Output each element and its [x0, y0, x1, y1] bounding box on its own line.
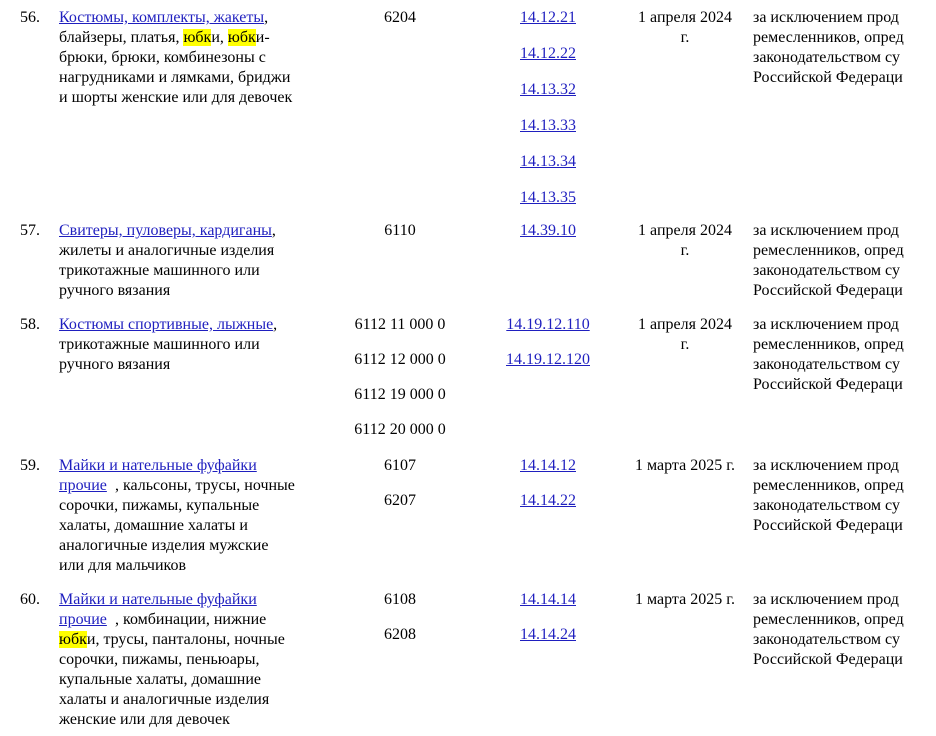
product-name: Костюмы спортивные, лыжные, трикотажные машинного или ручного вязания — [59, 315, 339, 375]
product-name — [59, 456, 339, 576]
okpd-link[interactable]: 14.19.12.110 — [506, 316, 590, 333]
okpd-link[interactable]: 14.13.35 — [520, 189, 576, 206]
tnved-code: 6112 11 000 0 — [354, 316, 446, 333]
product-name: Костюмы, комплекты, жакеты, блайзеры, платья, юбки, юбки- брюки, брюки, комбинезоны с нагрудниками и лямками, бриджи и шорты женские или для девочек — [59, 8, 339, 108]
name-line: юбки, трусы, панталоны, ночные — [59, 631, 285, 648]
okpd-link[interactable]: 14.12.22 — [520, 45, 576, 62]
name-line: нагрудниками и лямками, бриджи — [59, 69, 291, 86]
tnved-codes — [338, 315, 462, 455]
search-highlight: юбк — [227, 29, 256, 46]
name-line: , комбинации, нижние — [115, 611, 267, 628]
effective-date: 1 марта 2025 г. — [635, 457, 735, 474]
exception-note: за исключением прод ремесленников, опред законодательством су Российской Федераци — [753, 316, 904, 393]
row-number: 58. — [20, 316, 40, 333]
name-line: сорочки, пижамы, купальные — [59, 497, 260, 514]
tnved-code: 6112 20 000 0 — [354, 421, 446, 438]
exception-note: за исключением прод ремесленников, опред законодательством су Российской Федераци — [753, 222, 904, 299]
exception-note: за исключением прод ремесленников, опред законодательством су Российской Федераци — [753, 457, 904, 534]
name-line: купальные халаты, домашние — [59, 671, 261, 688]
okpd-codes — [478, 315, 618, 386]
name-line: брюки, брюки, комбинезоны с — [59, 49, 266, 66]
row-number: 59. — [20, 457, 40, 474]
row-number: 60. — [20, 591, 40, 608]
product-name: Свитеры, пуловеры, кардиганы, жилеты и аналогичные изделия трикотажные машинного или ручного вязания — [59, 221, 339, 301]
exception-note: за исключением прод ремесленников, опред законодательством су Российской Федераци — [753, 9, 904, 86]
name-line: халаты, домашние халаты и — [59, 517, 248, 534]
name-line: и шорты женские или для девочек — [59, 89, 293, 106]
name-line: ручного вязания — [59, 282, 171, 299]
tnved-code: 6207 — [384, 492, 416, 509]
product-link[interactable]: Костюмы спортивные, лыжные — [59, 316, 274, 333]
okpd-link[interactable]: 14.14.14 — [520, 591, 576, 608]
okpd-codes — [478, 8, 618, 224]
okpd-link[interactable]: 14.12.21 — [520, 9, 576, 26]
row-number: 57. — [20, 222, 40, 239]
tnved-code: 6110 — [384, 222, 416, 239]
tnved-codes — [338, 221, 462, 256]
search-highlight: юбк — [183, 29, 212, 46]
effective-date: 1 апреля 2024 г. — [638, 222, 732, 259]
name-line: или для мальчиков — [59, 557, 187, 574]
okpd-link[interactable]: 14.14.22 — [520, 492, 576, 509]
effective-date: 1 апреля 2024 г. — [638, 316, 732, 353]
name-line: ручного вязания — [59, 356, 171, 373]
tnved-code: 6112 12 000 0 — [354, 351, 446, 368]
okpd-codes — [478, 221, 618, 257]
okpd-link[interactable]: 14.13.33 — [520, 117, 576, 134]
tnved-code: 6204 — [384, 9, 416, 26]
okpd-codes — [478, 456, 618, 527]
exception-note: за исключением прод ремесленников, опред законодательством су Российской Федераци — [753, 591, 904, 668]
tnved-code: 6208 — [384, 626, 416, 643]
okpd-codes — [478, 590, 618, 661]
product-link[interactable]: Костюмы, комплекты, жакеты — [59, 9, 265, 26]
product-link[interactable]: Майки и нательные фуфайки прочие — [59, 591, 257, 628]
product-link[interactable]: Майки и нательные фуфайки прочие — [59, 457, 257, 494]
effective-date: 1 марта 2025 г. — [635, 591, 735, 608]
product-link[interactable]: Свитеры, пуловеры, кардиганы — [59, 222, 272, 239]
okpd-link[interactable]: 14.19.12.120 — [506, 351, 590, 368]
name-line: трикотажные машинного или — [59, 262, 260, 279]
name-line: блайзеры, платья, юбки, юбки- — [59, 29, 270, 46]
okpd-link[interactable]: 14.13.32 — [520, 81, 576, 98]
name-line: женские или для девочек — [59, 711, 230, 728]
row-number: 56. — [20, 9, 40, 26]
effective-date: 1 апреля 2024 г. — [638, 9, 732, 46]
tnved-code: 6112 19 000 0 — [354, 386, 446, 403]
name-line: халаты и аналогичные изделия — [59, 691, 270, 708]
tnved-code: 6108 — [384, 591, 416, 608]
name-line: , кальсоны, трусы, ночные — [115, 477, 295, 494]
okpd-link[interactable]: 14.39.10 — [520, 222, 576, 239]
okpd-link[interactable]: 14.13.34 — [520, 153, 576, 170]
tnved-code: 6107 — [384, 457, 416, 474]
tnved-codes — [338, 456, 462, 526]
tnved-codes — [338, 8, 462, 43]
name-line: сорочки, пижамы, пеньюары, — [59, 651, 260, 668]
name-line: трикотажные машинного или — [59, 336, 260, 353]
name-line: жилеты и аналогичные изделия — [59, 242, 275, 259]
tnved-codes — [338, 590, 462, 660]
okpd-link[interactable]: 14.14.12 — [520, 457, 576, 474]
okpd-link[interactable]: 14.14.24 — [520, 626, 576, 643]
search-highlight: юбк — [59, 631, 87, 648]
name-line: аналогичные изделия мужские — [59, 537, 269, 554]
